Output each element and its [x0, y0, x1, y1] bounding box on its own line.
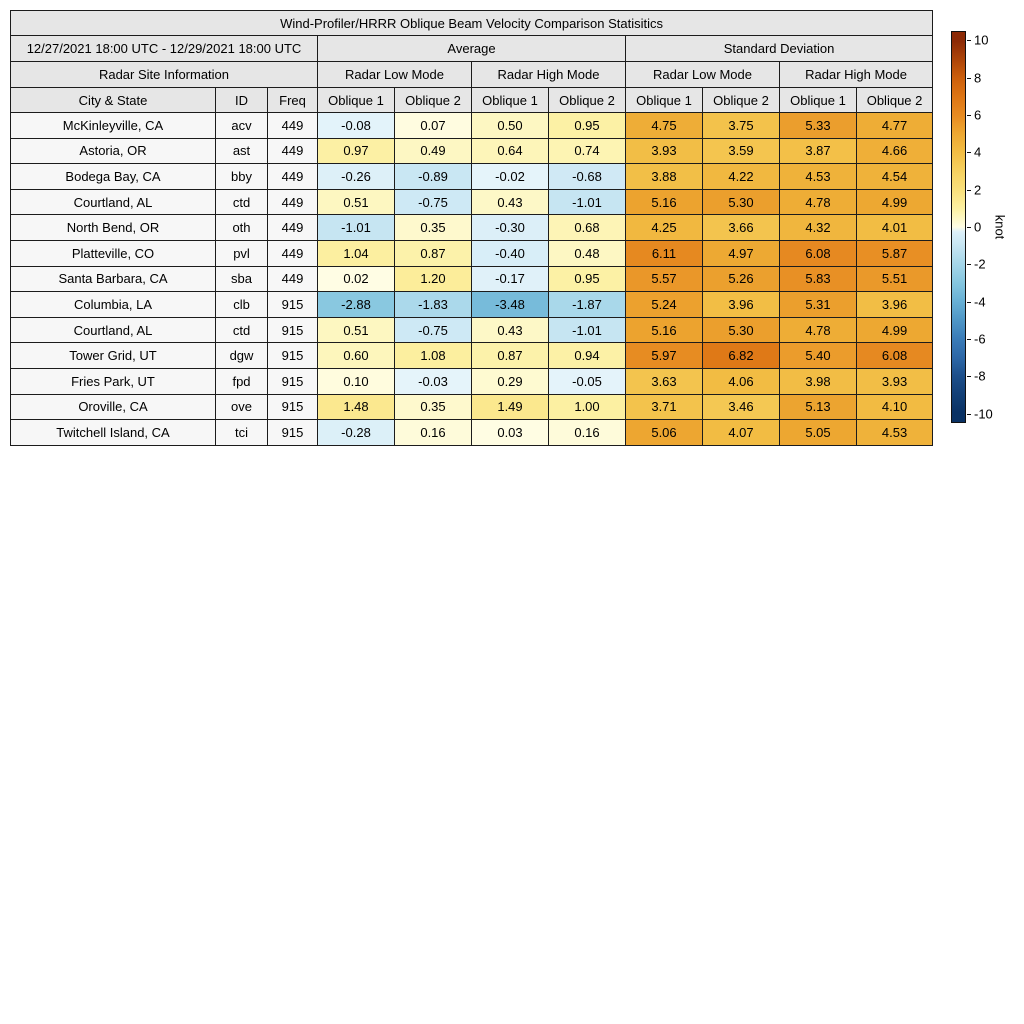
value-cell: 0.49 [395, 138, 472, 164]
site-id-cell: acv [216, 113, 268, 139]
stats-table-container [10, 10, 933, 446]
value-cell: -1.01 [549, 317, 626, 343]
value-cell: 4.75 [626, 113, 703, 139]
value-cell: 4.66 [857, 138, 933, 164]
value-cell: 3.46 [703, 394, 780, 420]
value-cell: 4.77 [857, 113, 933, 139]
mode-header-row [11, 62, 933, 88]
value-cell: -0.30 [472, 215, 549, 241]
site-id-cell: tci [216, 420, 268, 446]
value-cell: 1.48 [318, 394, 395, 420]
value-cell: 0.51 [318, 189, 395, 215]
city-state-cell: Platteville, CO [11, 240, 216, 266]
city-state-cell: Santa Barbara, CA [11, 266, 216, 292]
date-range-header: 12/27/2021 18:00 UTC - 12/29/2021 18:00 UTC [11, 36, 318, 62]
value-cell: 0.02 [318, 266, 395, 292]
value-cell: -2.88 [318, 292, 395, 318]
colorbar-tick-label: -8 [974, 368, 986, 384]
value-cell: 4.22 [703, 164, 780, 190]
value-cell: -3.48 [472, 292, 549, 318]
value-cell: 0.35 [395, 215, 472, 241]
value-cell: 3.71 [626, 394, 703, 420]
value-cell: 5.26 [703, 266, 780, 292]
average-group-header: Average [318, 36, 626, 62]
value-cell: 3.66 [703, 215, 780, 241]
value-cell: 0.35 [395, 394, 472, 420]
freq-cell: 915 [268, 317, 318, 343]
oblique-1-header: Oblique 1 [472, 88, 549, 113]
value-cell: 5.87 [857, 240, 933, 266]
std-deviation-group-header: Standard Deviation [626, 36, 933, 62]
value-cell: 6.82 [703, 343, 780, 369]
value-cell: -0.68 [549, 164, 626, 190]
value-cell: 3.93 [857, 368, 933, 394]
site-id-cell: pvl [216, 240, 268, 266]
table-row [11, 138, 933, 164]
freq-cell: 915 [268, 394, 318, 420]
value-cell: -0.28 [318, 420, 395, 446]
colorbar-tick-label: -4 [974, 294, 986, 310]
colorbar-tick-mark [967, 152, 971, 153]
value-cell: 0.95 [549, 266, 626, 292]
freq-cell: 915 [268, 292, 318, 318]
colorbar-tick-mark [967, 115, 971, 116]
value-cell: 0.29 [472, 368, 549, 394]
id-header: ID [216, 88, 268, 113]
value-cell: 0.95 [549, 113, 626, 139]
table-row [11, 266, 933, 292]
value-cell: -0.05 [549, 368, 626, 394]
colorbar-gradient [952, 32, 965, 422]
value-cell: 4.32 [780, 215, 857, 241]
value-cell: 0.50 [472, 113, 549, 139]
table-row [11, 420, 933, 446]
value-cell: 1.20 [395, 266, 472, 292]
value-cell: -0.17 [472, 266, 549, 292]
colorbar-axis-label: knot [992, 214, 1008, 240]
city-state-cell: Twitchell Island, CA [11, 420, 216, 446]
value-cell: 5.13 [780, 394, 857, 420]
value-cell: 1.04 [318, 240, 395, 266]
colorbar-tick-label: 2 [974, 182, 982, 198]
colorbar-tick-mark [967, 190, 971, 191]
avg-high-mode-header: Radar High Mode [472, 62, 626, 88]
value-cell: 5.33 [780, 113, 857, 139]
freq-cell: 449 [268, 113, 318, 139]
city-state-header: City & State [11, 88, 216, 113]
value-cell: 0.64 [472, 138, 549, 164]
value-cell: -0.26 [318, 164, 395, 190]
value-cell: 5.24 [626, 292, 703, 318]
value-cell: 3.75 [703, 113, 780, 139]
table-row [11, 292, 933, 318]
site-id-cell: clb [216, 292, 268, 318]
colorbar-tick-mark [967, 264, 971, 265]
value-cell: 0.87 [395, 240, 472, 266]
freq-cell: 449 [268, 189, 318, 215]
value-cell: 0.16 [395, 420, 472, 446]
value-cell: -0.03 [395, 368, 472, 394]
value-cell: 3.88 [626, 164, 703, 190]
title-row [11, 11, 933, 36]
value-cell: 1.08 [395, 343, 472, 369]
value-cell: 0.74 [549, 138, 626, 164]
value-cell: 1.49 [472, 394, 549, 420]
value-cell: 3.63 [626, 368, 703, 394]
oblique-2-header: Oblique 2 [857, 88, 933, 113]
site-id-cell: dgw [216, 343, 268, 369]
value-cell: 4.06 [703, 368, 780, 394]
value-cell: 4.97 [703, 240, 780, 266]
value-cell: -0.89 [395, 164, 472, 190]
value-cell: 5.97 [626, 343, 703, 369]
value-cell: 0.03 [472, 420, 549, 446]
table-row [11, 189, 933, 215]
value-cell: -0.02 [472, 164, 549, 190]
value-cell: 0.68 [549, 215, 626, 241]
oblique-1-header: Oblique 1 [626, 88, 703, 113]
table-row [11, 317, 933, 343]
freq-cell: 449 [268, 138, 318, 164]
value-cell: -1.83 [395, 292, 472, 318]
city-state-cell: Columbia, LA [11, 292, 216, 318]
colorbar [951, 31, 966, 423]
site-id-cell: fpd [216, 368, 268, 394]
oblique-1-header: Oblique 1 [780, 88, 857, 113]
value-cell: 0.97 [318, 138, 395, 164]
colorbar-tick-label: 0 [974, 219, 982, 235]
value-cell: 0.10 [318, 368, 395, 394]
value-cell: 5.06 [626, 420, 703, 446]
city-state-cell: McKinleyville, CA [11, 113, 216, 139]
city-state-cell: Bodega Bay, CA [11, 164, 216, 190]
value-cell: -1.01 [318, 215, 395, 241]
freq-cell: 449 [268, 164, 318, 190]
colorbar-tick-mark [967, 227, 971, 228]
city-state-cell: Astoria, OR [11, 138, 216, 164]
value-cell: 4.78 [780, 317, 857, 343]
table-row [11, 343, 933, 369]
value-cell: 3.93 [626, 138, 703, 164]
value-cell: -0.08 [318, 113, 395, 139]
value-cell: 3.96 [703, 292, 780, 318]
value-cell: 0.60 [318, 343, 395, 369]
colorbar-tick-mark [967, 339, 971, 340]
value-cell: 3.59 [703, 138, 780, 164]
table-row [11, 394, 933, 420]
std-low-mode-header: Radar Low Mode [626, 62, 780, 88]
value-cell: 5.05 [780, 420, 857, 446]
value-cell: 4.54 [857, 164, 933, 190]
value-cell: 5.30 [703, 189, 780, 215]
value-cell: 4.53 [857, 420, 933, 446]
value-cell: 3.98 [780, 368, 857, 394]
site-id-cell: bby [216, 164, 268, 190]
value-cell: 5.30 [703, 317, 780, 343]
table-title: Wind-Profiler/HRRR Oblique Beam Velocity Comparison Statisitics [11, 11, 933, 36]
table-row [11, 368, 933, 394]
freq-cell: 915 [268, 343, 318, 369]
colorbar-tick-mark [967, 414, 971, 415]
colorbar-tick-label: 8 [974, 70, 982, 86]
city-state-cell: North Bend, OR [11, 215, 216, 241]
site-id-cell: ctd [216, 189, 268, 215]
value-cell: 5.57 [626, 266, 703, 292]
table-row [11, 240, 933, 266]
colorbar-tick-mark [967, 302, 971, 303]
avg-low-mode-header: Radar Low Mode [318, 62, 472, 88]
value-cell: 6.08 [857, 343, 933, 369]
freq-cell: 449 [268, 266, 318, 292]
freq-header: Freq [268, 88, 318, 113]
value-cell: 0.51 [318, 317, 395, 343]
value-cell: -0.40 [472, 240, 549, 266]
site-id-cell: oth [216, 215, 268, 241]
site-id-cell: ove [216, 394, 268, 420]
value-cell: 5.16 [626, 317, 703, 343]
city-state-cell: Fries Park, UT [11, 368, 216, 394]
table-row [11, 164, 933, 190]
value-cell: 4.25 [626, 215, 703, 241]
oblique-2-header: Oblique 2 [395, 88, 472, 113]
colorbar-tick-label: -10 [974, 406, 993, 422]
value-cell: 6.08 [780, 240, 857, 266]
value-cell: 5.83 [780, 266, 857, 292]
value-cell: 4.99 [857, 317, 933, 343]
site-id-cell: sba [216, 266, 268, 292]
colorbar-tick-mark [967, 40, 971, 41]
table-row [11, 113, 933, 139]
city-state-cell: Oroville, CA [11, 394, 216, 420]
table-row [11, 215, 933, 241]
value-cell: 4.10 [857, 394, 933, 420]
freq-cell: 449 [268, 215, 318, 241]
value-cell: 4.78 [780, 189, 857, 215]
table-body [11, 113, 933, 446]
value-cell: -0.75 [395, 317, 472, 343]
value-cell: -0.75 [395, 189, 472, 215]
oblique-2-header: Oblique 2 [703, 88, 780, 113]
value-cell: 0.94 [549, 343, 626, 369]
value-cell: 5.40 [780, 343, 857, 369]
column-header-row [11, 88, 933, 113]
value-cell: 3.87 [780, 138, 857, 164]
value-cell: 0.43 [472, 317, 549, 343]
value-cell: 0.48 [549, 240, 626, 266]
stats-table [10, 10, 933, 446]
value-cell: 0.16 [549, 420, 626, 446]
value-cell: -1.87 [549, 292, 626, 318]
value-cell: 0.07 [395, 113, 472, 139]
colorbar-tick-label: 10 [974, 32, 989, 48]
value-cell: 4.01 [857, 215, 933, 241]
site-info-header: Radar Site Information [11, 62, 318, 88]
value-cell: 6.11 [626, 240, 703, 266]
colorbar-tick-label: 4 [974, 144, 982, 160]
site-id-cell: ctd [216, 317, 268, 343]
value-cell: 4.07 [703, 420, 780, 446]
std-high-mode-header: Radar High Mode [780, 62, 933, 88]
value-cell: 5.16 [626, 189, 703, 215]
freq-cell: 449 [268, 240, 318, 266]
value-cell: 1.00 [549, 394, 626, 420]
value-cell: 3.96 [857, 292, 933, 318]
oblique-2-header: Oblique 2 [549, 88, 626, 113]
city-state-cell: Courtland, AL [11, 317, 216, 343]
colorbar-tick-label: -6 [974, 331, 986, 347]
value-cell: 4.99 [857, 189, 933, 215]
value-cell: 0.87 [472, 343, 549, 369]
city-state-cell: Courtland, AL [11, 189, 216, 215]
colorbar-tick-label: 6 [974, 107, 982, 123]
value-cell: -1.01 [549, 189, 626, 215]
group-header-row [11, 36, 933, 62]
site-id-cell: ast [216, 138, 268, 164]
value-cell: 5.51 [857, 266, 933, 292]
value-cell: 0.43 [472, 189, 549, 215]
value-cell: 4.53 [780, 164, 857, 190]
colorbar-tick-mark [967, 78, 971, 79]
oblique-1-header: Oblique 1 [318, 88, 395, 113]
city-state-cell: Tower Grid, UT [11, 343, 216, 369]
value-cell: 5.31 [780, 292, 857, 318]
colorbar-tick-label: -2 [974, 256, 986, 272]
freq-cell: 915 [268, 368, 318, 394]
colorbar-tick-mark [967, 376, 971, 377]
freq-cell: 915 [268, 420, 318, 446]
